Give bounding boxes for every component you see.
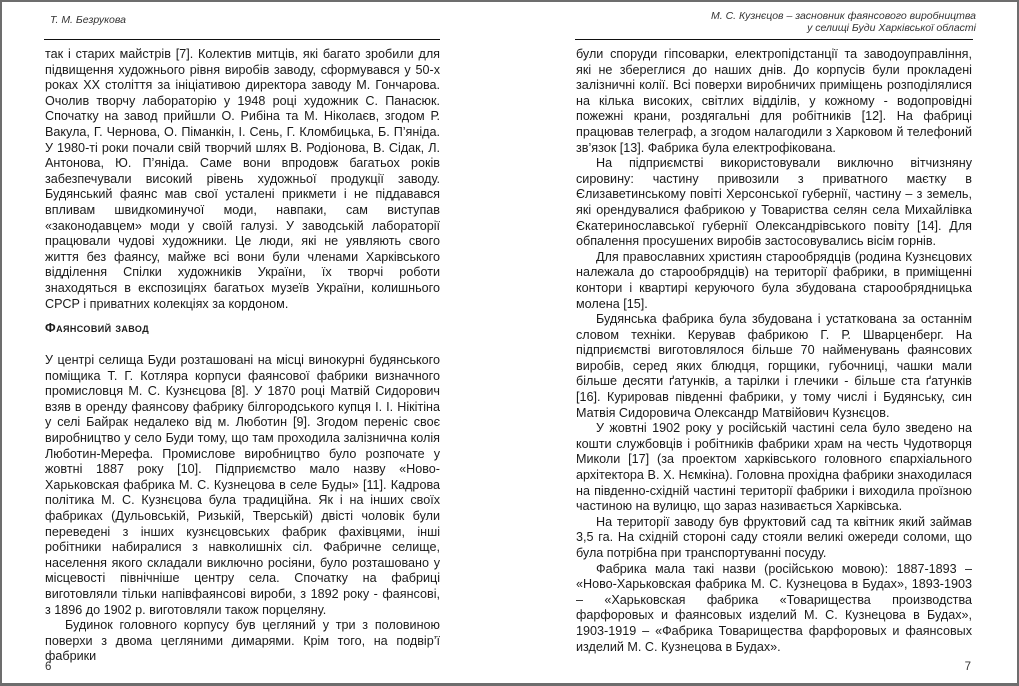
running-head-line: М. С. Кузнєцов – засновник фаянсового виробництва [711, 10, 976, 22]
paragraph: так і старих майстрів [7]. Колектив митців, які багато зробили для підвищення художнього рівня виробів заводу, сформувався у 50-х роках XX століття за ініціативою директора заводу М. Гончарова. Очолив творчу лабораторію у 1948 році художник С. Панасюк. Спочатку на завод прийшли О. Рибіна та М. Ніколаєв, згодом Р. Вакула, Г. Чернова, О. Піманкін, І. Сень, Г. Кломбицька, Б. П’яніда. У 1980-ті роки почали свій творчий шлях В. Родіонова, В. Сідак, Л. Антонова, Ю. П’яніда. Саме вони впродовж багатьох років забезпечували високий рівень художньої продукції заводу. Будянський фаянс мав свої усталені прикмети і не піддавався впливам швидкоминучої моди, навпаки, сам виступав «законодавцем» моди у своїй галузі. У заводській лабораторії працювали чудові художники. Це люди, які не уявляють свого життя без фаянсу, майже всі вони були членами Харківського відділення Спілки художників України, їх творчі роботи знаходяться в експозиціях багатьох музеїв України, колишнього СРСР і приватних колекціях за кордоном. [45, 47, 440, 311]
running-head-title [711, 10, 976, 34]
body-text [576, 47, 972, 655]
body-text-section [45, 353, 440, 665]
right-page [510, 2, 1017, 683]
paragraph: Будинок головного корпусу був цегляний у три з половиною поверхи з двома цегляними димарями. Крім того, на подвір’ї фабрики [45, 618, 440, 664]
running-head-author: Т. М. Безрукова [50, 14, 126, 26]
left-page [2, 2, 510, 683]
header-rule [575, 39, 973, 40]
section-heading: Фаянсовий завод [45, 321, 150, 335]
paragraph: На території заводу був фруктовий сад та квітник який займав 3,5 га. На східній стороні саду стояли великі ожереди соломи, що була потрібна при транспортуванні посуду. [576, 514, 972, 560]
running-head-line: у селищі Буди Харківської області [807, 22, 976, 34]
paragraph: На підприємстві використовували виключно вітчизняну сировину: частину привозили з приватного маєтку в Єлизаветинському повіті Херсонської губернії, частину – з земель, які орендувалися фабрикою у Товариства селян села Михайлівка Єкатеринославської губернії Олександрівського повіту [14]. Для обпалення просушених виробів застосовувались вісім горнів. [576, 156, 972, 249]
header-rule [44, 39, 440, 40]
paragraph: У центрі селища Буди розташовані на місці винокурні будянського поміщика Т. Г. Котляра корпуси фаянсової фабрики визначного промисловця М. С. Кузнєцова [8]. У 1870 році Матвій Сидорович взяв в оренду фаянсову фабрику білгородського купця І. І. Нікітіна у селі Байрак недалеко від м. Люботин [9]. Згодом переніс своє виробництво у село Буди тому, що там проходила залізнична колія Люботин-Мерефа. Промислове виробництво було розпочате у жовтні 1887 року [10]. Підприємство мало назву «Ново-Харьковская фабрика М. С. Кузнецова в селе Буды» [11]. Кадрова політика М. С. Кузнєцова була традиційна. Як і на інших своїх фабриках (Дульовській, Ризькій, Тверській) двісті чоловік були переведені з інших кузнєцовських фабрик фахівцями, інші робітники набиралися з навколишніх сіл. Фабричне селище, населення якого складали виключно росіяни, було розташовано у місцевості північніше центру села. Спочатку на фабриці виготовляли тільки напівфаянсові вироби, з 1892 року - фаянсові, з 1896 до 1902 р. виготовляли також порцеляну. [45, 353, 440, 617]
page-number: 6 [45, 661, 52, 673]
page-number: 7 [964, 661, 971, 673]
paragraph: Будянська фабрика була збудована і устаткована за останнім словом техніки. Керував фабрикою Г. Р. Шварценберг. На підприємстві виготовлялося більше 70 найменувань фаянсових виробів, серед яких блюдця, горщики, губочниці, чашки мали більше десяти ґатунків, а тарілки і глечики - більше ста ґатунків [16]. Курировав південні фабрики, у тому числі і Будянську, син Матвія Сидоровича Олександр Матвійович Кузнєцов. [576, 312, 972, 420]
paragraph: Для православних християн старообрядців (родина Кузнєцових належала до старообрядців) на території фабрики, в приміщенні контори і квартирі керуючого була збудована старообрядницька молена [15]. [576, 249, 972, 311]
body-text-continued [45, 47, 440, 312]
paragraph: У жовтні 1902 року у російській частині села було зведено на кошти службовців і робітників фабрики храм на честь Чудотворця Миколи [17] (за проектом харківського головного єпархіального архітектора В. Х. Нємкіна). Головна прохідна фабрики знаходилася на південно-східній частині території фабрики і виходила проїзною частиною на вулицю, що зараз називається Харківська. [576, 421, 972, 514]
paragraph: Фабрика мала такі назви (російською мовою): 1887-1893 – «Ново-Харьковская фабрика М. С. Кузнецова в Будах», 1893-1903 – «Харьковская фабрика «Товарищества производства фарфоровых и фаянсовых изделий М. С. Кузнецова в Будах», 1903-1919 – «Фабрика Товарищества фарфоровых и фаянсовых изделий М. С. Кузнецова в Будах». [576, 561, 972, 654]
paragraph: були споруди гіпсоварки, електропідстанції та заводоуправління, які не збереглися до наших днів. До корпусів були прокладені залізничні колії. Всі поверхи виробничих приміщень розподілялися на кілька високих, світлих відділів, у кожному - водопровідні пожежні крани, роздягальні для робітників [12]. На фабриці працював телеграф, а згодом налагодили з Харковом й телефоний зв’язок [13]. Фабрика була електрофікована. [576, 47, 972, 155]
